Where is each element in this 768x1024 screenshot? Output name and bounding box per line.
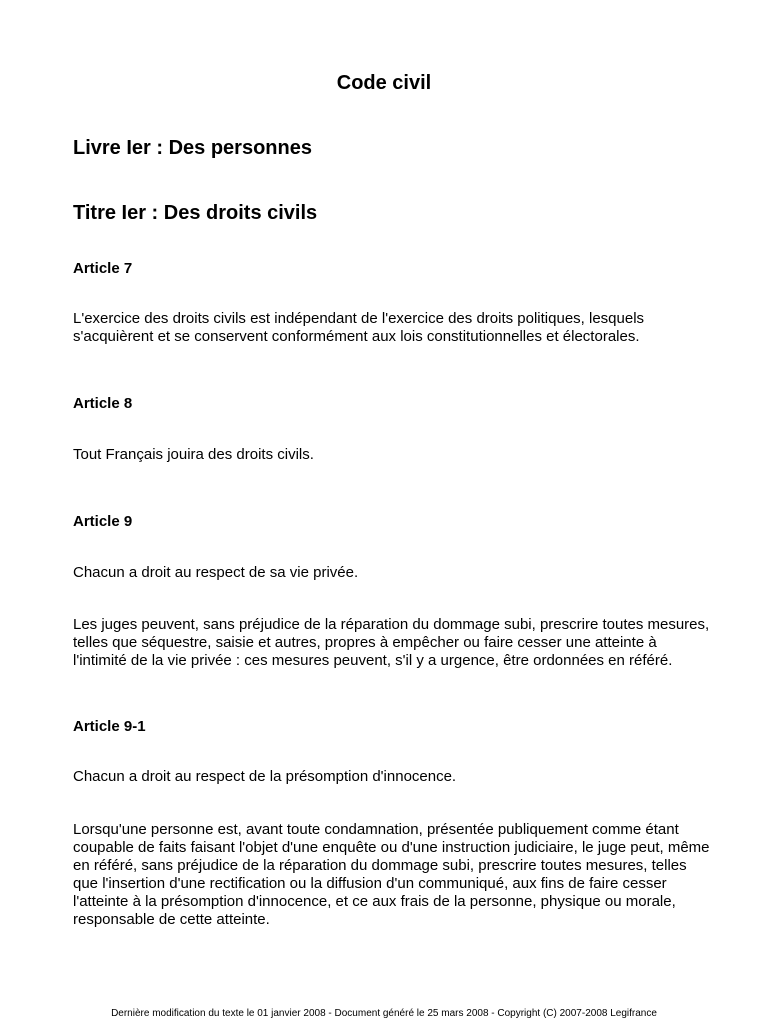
article-paragraph: Les juges peuvent, sans préjudice de la réparation du dommage subi, prescrire toutes mesures, telles que séquestre, saisie et autres, propres à empêcher ou faire cesser une atteinte à l'intimité de la vie privée : ces mesures peuvent, s'il y a urgence, être ordonnées en référé.: [73, 616, 710, 669]
page-footer: Dernière modification du texte le 01 janvier 2008 - Document généré le 25 mars 2008 - Copyright (C) 2007-2008 Legifrance: [111, 1008, 657, 1019]
livre-heading: Livre Ier : Des personnes: [73, 137, 312, 159]
article-paragraph: L'exercice des droits civils est indépendant de l'exercice des droits politiques, lesquels s'acquièrent et se conservent conformément aux lois constitutionnelles et électorales.: [73, 310, 645, 345]
article-heading: Article 9-1: [73, 718, 146, 735]
article-heading: Article 7: [73, 260, 133, 277]
article-paragraph: Chacun a droit au respect de sa vie privée.: [73, 564, 359, 581]
article-paragraph: Lorsqu'une personne est, avant toute condamnation, présentée publiquement comme étant coupable de faits faisant l'objet d'une enquête ou d'une instruction judiciaire, le juge peut, même en référé, sans préjudice de la réparation du dommage subi, prescrire toutes mesures, telles que l'insertion d'une rectification ou la diffusion d'un communiqué, aux fins de faire cesser l'atteinte à la présomption d'innocence, et ce aux frais de la personne, physique ou morale, responsable de cette atteinte.: [73, 821, 710, 928]
article-heading: Article 8: [73, 395, 133, 412]
article-paragraph: Chacun a droit au respect de la présomption d'innocence.: [73, 768, 457, 785]
titre-heading: Titre Ier : Des droits civils: [73, 202, 318, 224]
article-paragraph: Tout Français jouira des droits civils.: [73, 446, 314, 463]
article-heading: Article 9: [73, 513, 133, 530]
document-title: Code civil: [336, 72, 432, 94]
